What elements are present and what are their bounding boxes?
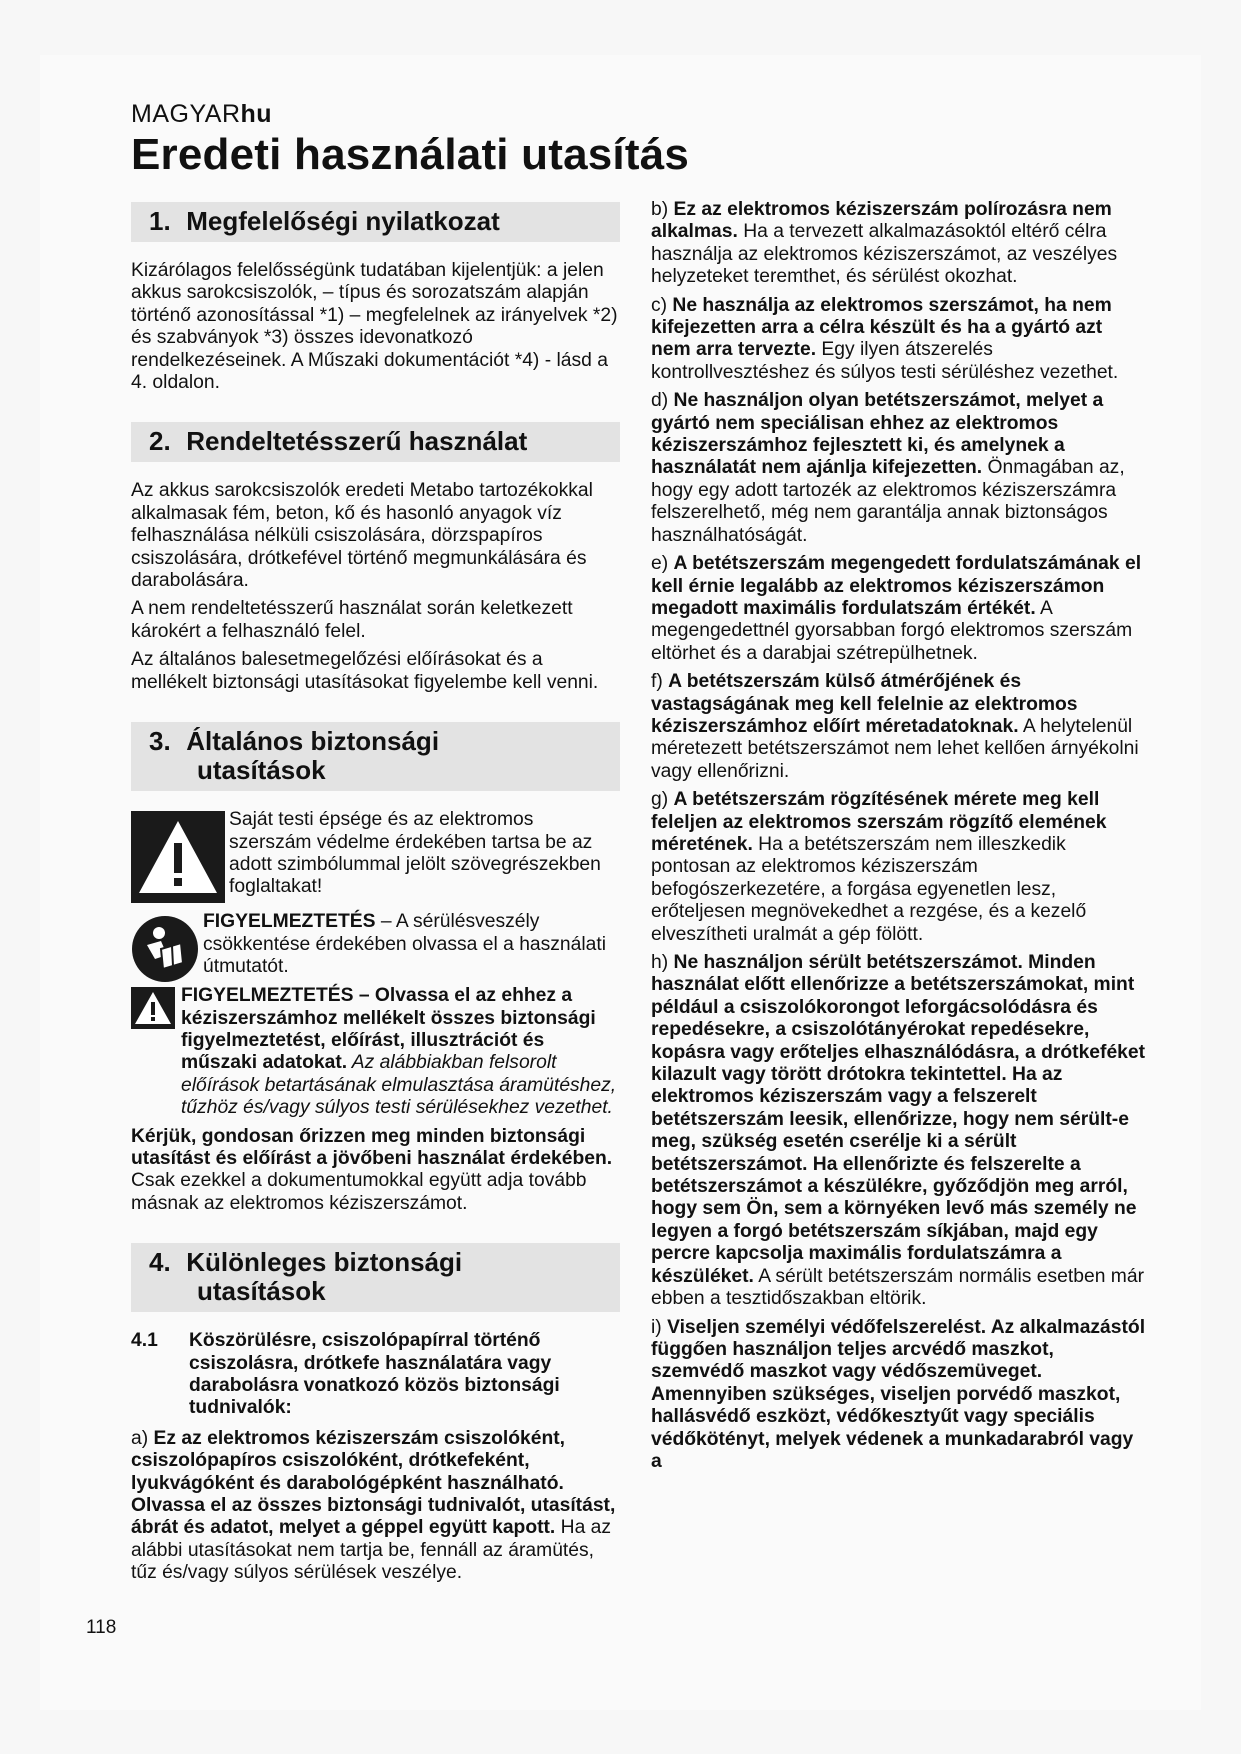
item-d: d) Ne használjon olyan betétszerszámot, melyet a gyártó nem speciálisan ehhez az elektromos kéziszerszámhoz fejlesztett ki, és amelynek a használatát nem ajánlja kifejezetten. Önmagában az, hogy egy adott tartozék az elektromos kéziszerszámra felszerelhető, még nem garantálja annak biztonságos használhatóságát. bbox=[651, 390, 1125, 546]
keep-instructions-text: Kérjük, gondosan őrizzen meg minden biztonsági utasítást és előírást a jövőbeni használat érdekében. Csak ezekkel a dokumentumokkal együtt adja tovább másnak az elektromos kéziszerszámot. bbox=[131, 1125, 613, 1214]
document-title: Eredeti használati utasítás bbox=[131, 130, 690, 179]
item-f: f) A betétszerszám külső átmérőjének és vastagságának meg kell felelnie az elektromos kéziszerszámhoz előírt méretadatoknak. A helytelenül méretezett betétszerszámot nem lehet kellően árnyékolni vagy ellenőrizni. bbox=[651, 671, 1139, 782]
read-manual-text: FIGYELMEZTETÉS – A sérülésveszély csökkentése érdekében olvassa el a használati útmutatót. bbox=[203, 911, 607, 977]
general-warning bbox=[131, 985, 620, 1119]
small-warning-triangle-icon bbox=[131, 987, 175, 1029]
warning-triangle-icon bbox=[131, 811, 225, 903]
item-e: e) A betétszerszám megengedett fordulatszámának el kell érnie legalább az elektromos kéziszerszámon megadott maximális fordulatszám értékét. A megengedettnél gyorsabban forgó elektromos szerszám eltörhet és a darabjai szétrepülhetnek. bbox=[651, 553, 1142, 664]
subsection-4-1-heading: 4.1 Köszörülésre, csiszolópapírral történő csiszolásra, drótkefe használatára vagy darabolásra vonatkozó közös biztonsági tudnivalók: bbox=[131, 1330, 560, 1419]
section-2-para-1: Az akkus sarokcsiszolók eredeti Metabo tartozékokkal alkalmasak fém, beton, kő és hasonló anyagok víz felhasználása nélküli csiszolására, dörzspapíros csiszolására, drótkefével történő megmunkálására és darabolására. bbox=[131, 480, 593, 592]
section-1-text: Kizárólagos felelősségünk tudatában kijelentjük: a jelen akkus sarokcsiszolók, – típus és sorozatszám alapján történő azonosítással *1) – megfelelnek az irányelvek *2) és szabványok *3) összes idevonatkozó rendelkezéseinek. A Műszaki dokumentációt *4) - lásd a 4. oldalon. bbox=[131, 260, 618, 394]
right-column bbox=[651, 199, 1146, 1479]
warning-note bbox=[131, 809, 620, 905]
general-warning-text: FIGYELMEZTETÉS – Olvassa el az ehhez a kéziszerszámhoz mellékelt összes biztonsági figyelmeztetést, előírást, illusztrációt és műszaki adatokat. Az alábbiakban felsorolt előírások betartásának elmulasztása áramütéshez, tűzhöz és/vagy súlyos testi sérülésekhez vezethet. bbox=[181, 985, 617, 1119]
read-manual-note bbox=[131, 911, 620, 981]
section-2-para-3: Az általános balesetmegelőzési előírásokat és a mellékelt biztonsági utasításokat figyelembe kell venni. bbox=[131, 649, 599, 693]
item-a: a) Ez az elektromos kéziszerszám csiszolóként, csiszolópapíros csiszolóként, drótkefeként, lyukvágóként és darabológépként használható. Olvassa el az összes biztonsági tudnivalót, utasítást, ábrát és adatot, melyet a géppel együtt kapott. Ha az alábbi utasításokat nem tartja be, fennáll az áramütés, tűz és/vagy súlyos sérülések veszélye. bbox=[131, 1427, 616, 1584]
item-c: c) Ne használja az elektromos szerszámot, ha nem kifejezetten arra a célra készült és ha a gyártó azt nem arra tervezte. Egy ilyen átszerelés kontrollvesztéshez és súlyos testi sérüléshez vezethet. bbox=[651, 294, 1119, 383]
section-heading-1: 1. Megfelelőségi nyilatkozat bbox=[131, 202, 620, 242]
item-h: h) Ne használjon sérült betétszerszámot. Minden használat előtt ellenőrizze a betétszerszámokat, mint például a csiszolókorongot leforgácsolódásra és repedésekre, a csiszolótányérokat repedésekre, kopásra vagy erőteljes elhasználódásra, a drótkeféket kilazult vagy törött drótokra tekintettel. Ha az elektromos kéziszerszám vagy a felszerelt betétszerszám leesik, ellenőrizze, hogy nem sérült-e meg, szükség esetén cserélje ki a sérült betétszerszámot. Ha ellenőrizte és felszerelte a betétszerszámot a készülékre, győződjön meg arról, hogy sem Ön, sem a környéken levő más személy ne legyen a forgó betétszerszám síkjában, majd egy percre kapcsolja maximális fordulatszámra a készüléket. A sérült betétszerszám normális esetben már ebben a tesztidőszakban eltörik. bbox=[651, 952, 1146, 1310]
item-g: g) A betétszerszám rögzítésének mérete meg kell feleljen az elektromos szerszám rögzítő elemének méretének. Ha a betétszerszám nem illeszkedik pontosan az elektromos kéziszerszám befogószerkezetére, a forgása egyenetlen lesz, erőteljesen megnövekedhet a rezgése, és a kezelő elveszítheti uralmát a gép fölött. bbox=[651, 789, 1107, 945]
section-2-para-2: A nem rendeltetésszerű használat során keletkezett károkért a felhasználó felel. bbox=[131, 598, 573, 642]
section-heading-2: 2. Rendeltetésszerű használat bbox=[131, 422, 620, 462]
section-heading-3: 3. Általános biztonsági utasítások bbox=[131, 722, 620, 791]
item-i: i) Viseljen személyi védőfelszerelést. Az alkalmazástól függően használjon teljes arcvédő maszkot, szemvédő maszkot vagy védőszemüveget. Amennyiben szükséges, viseljen porvédő maszkot, hallásvédő eszközt, védőkesztyűt vagy speciális védőkötényt, melyek védenek a munkadarabról vagy a bbox=[651, 1316, 1146, 1472]
left-column bbox=[131, 202, 620, 1591]
read-manual-icon bbox=[131, 915, 199, 983]
warning-note-text: Saját testi épsége és az elektromos szerszám védelme érdekében tartsa be az adott szimbólummal jelölt szövegrészekben foglaltakat! bbox=[229, 809, 601, 898]
page-number: 118 bbox=[86, 1617, 117, 1638]
section-heading-4: 4. Különleges biztonsági utasítások bbox=[131, 1243, 620, 1312]
language-label: MAGYARhu bbox=[131, 100, 273, 128]
item-b: b) Ez az elektromos kéziszerszám polírozásra nem alkalmas. Ha a tervezett alkalmazásoktól eltérő célra használja az elektromos kéziszerszámot, az veszélyes helyzeteket teremthet, és sérülést okozhat. bbox=[651, 199, 1118, 288]
